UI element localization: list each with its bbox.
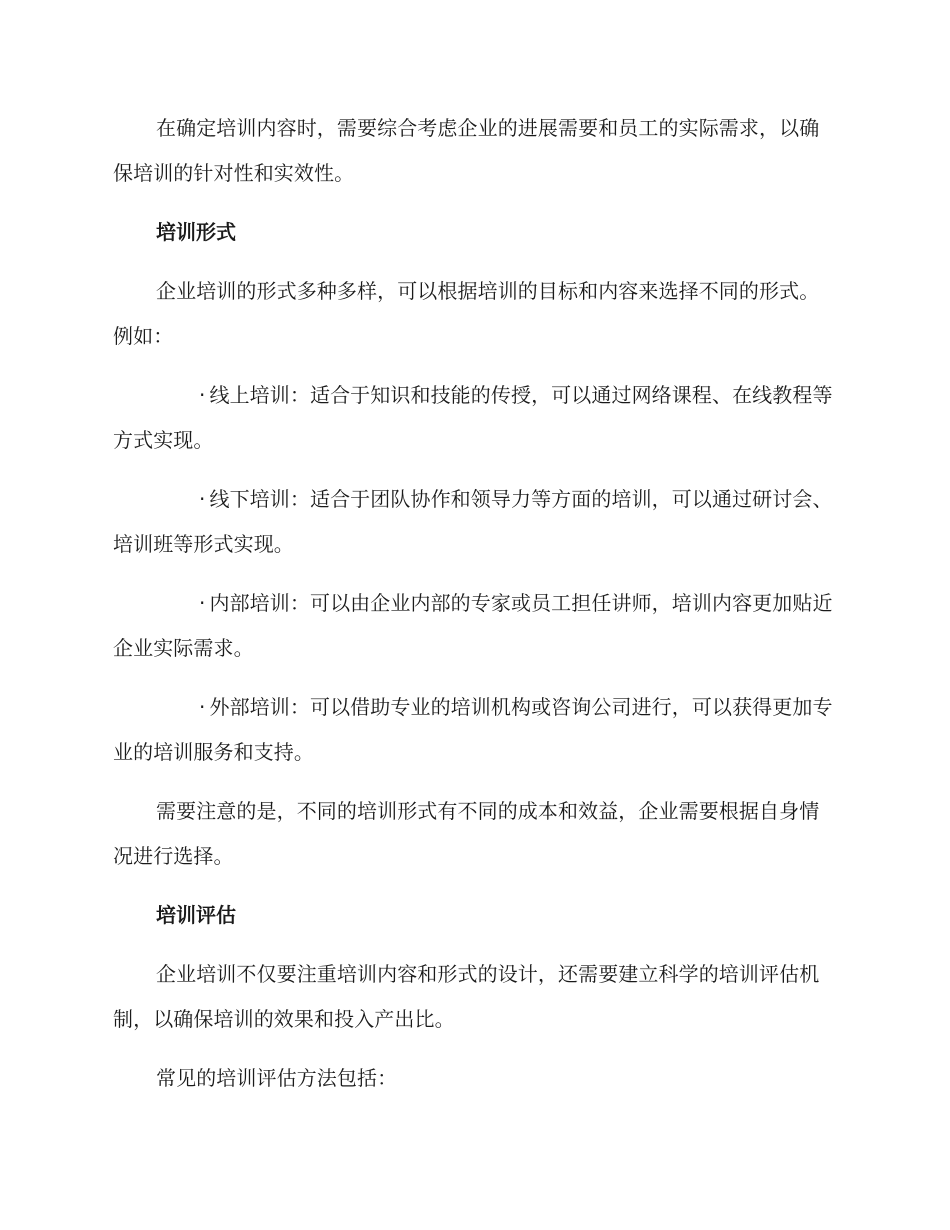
paragraph-cost-benefit-note: 需要注意的是，不同的培训形式有不同的成本和效益，企业需要根据自身情况进行选择。 [113, 799, 820, 868]
bullet-dot-icon: · [199, 695, 206, 719]
bullet-internal-training [113, 581, 833, 671]
bullet-dot-icon: · [199, 383, 206, 407]
bullet-text: 外部培训：可以借助专业的培训机构或咨询公司进行，可以获得更加专业的培训服务和支持。 [113, 695, 833, 764]
bullet-online-training [113, 373, 833, 463]
document-body [113, 106, 833, 1115]
heading-training-evaluation: 培训评估 [156, 903, 236, 927]
bullet-offline-training [113, 477, 833, 567]
heading-training-format: 培训形式 [156, 220, 236, 244]
paragraph-evaluation-intro: 企业培训不仅要注重培训内容和形式的设计，还需要建立科学的培训评估机制，以确保培训的效果和投入产出比。 [113, 962, 820, 1031]
bullet-external-training [113, 685, 833, 775]
bullet-text: 线下培训：适合于团队协作和领导力等方面的培训，可以通过研讨会、培训班等形式实现。 [113, 487, 833, 556]
bullet-text: 线上培训：适合于知识和技能的传授，可以通过网络课程、在线教程等方式实现。 [113, 383, 833, 452]
bullet-text: 内部培训：可以由企业内部的专家或员工担任讲师，培训内容更加贴近企业实际需求。 [113, 591, 833, 660]
paragraph-evaluation-methods: 常见的培训评估方法包括： [156, 1066, 398, 1090]
bullet-dot-icon: · [199, 487, 206, 511]
bullet-dot-icon: · [199, 591, 206, 615]
paragraph-training-format-intro: 企业培训的形式多种多样，可以根据培训的目标和内容来选择不同的形式。例如： [113, 279, 820, 348]
paragraph-training-content: 在确定培训内容时，需要综合考虑企业的进展需要和员工的实际需求，以确保培训的针对性和实效性。 [113, 116, 820, 185]
